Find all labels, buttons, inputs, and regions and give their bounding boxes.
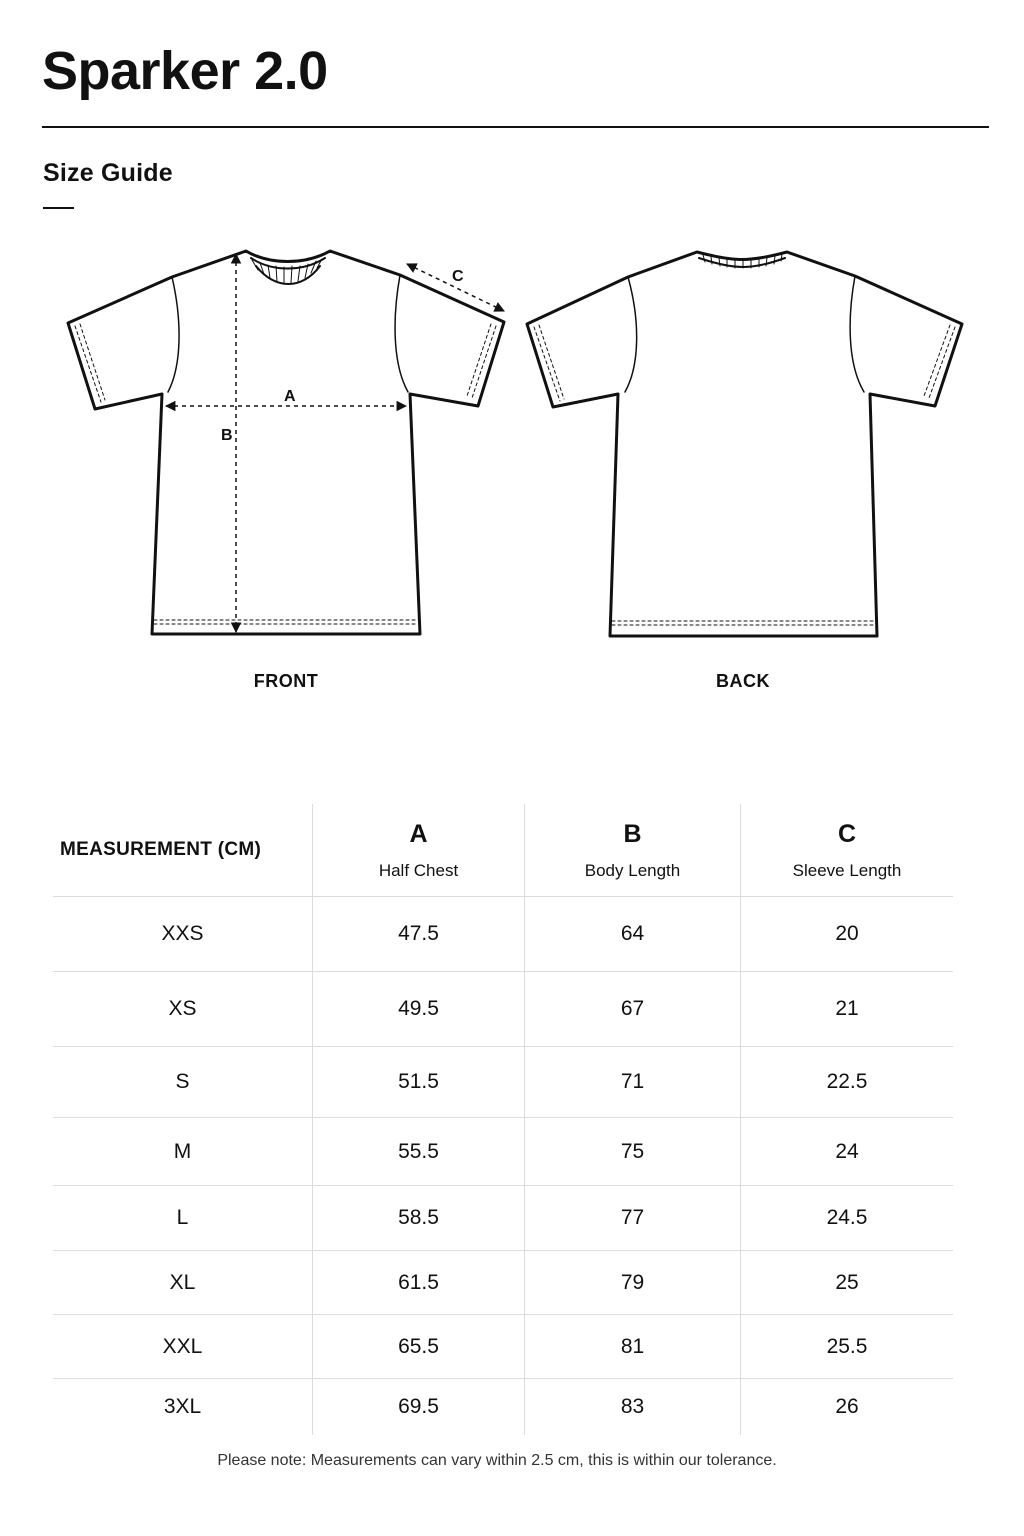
size-label: L [53, 1186, 313, 1251]
body-length-value: 64 [525, 897, 741, 972]
column-letter: A [409, 819, 428, 848]
half-chest-value: 65.5 [313, 1315, 525, 1379]
column-name: Sleeve Length [792, 860, 902, 880]
body-length-value: 75 [525, 1118, 741, 1186]
column-name: Body Length [584, 860, 681, 880]
table-row [53, 1186, 953, 1251]
body-length-value: 79 [525, 1251, 741, 1315]
size-label: S [53, 1047, 313, 1118]
column-letter: B [623, 819, 642, 848]
page-title: Sparker 2.0 [42, 41, 328, 101]
column-header-c [741, 804, 954, 897]
sleeve-length-value: 24 [741, 1118, 954, 1186]
table-row [53, 1379, 953, 1435]
sleeve-length-value: 21 [741, 972, 954, 1047]
half-chest-value: 49.5 [313, 972, 525, 1047]
half-chest-value: 69.5 [313, 1379, 525, 1435]
body-length-value: 67 [525, 972, 741, 1047]
size-label: M [53, 1118, 313, 1186]
body-length-value: 71 [525, 1047, 741, 1118]
size-table [53, 804, 953, 1435]
table-row [53, 897, 953, 972]
table-row [53, 1251, 953, 1315]
back-label: BACK [716, 671, 770, 691]
size-label: XS [53, 972, 313, 1047]
size-label: XXL [53, 1315, 313, 1379]
body-length-value: 81 [525, 1315, 741, 1379]
title-divider [42, 126, 989, 128]
column-name: Half Chest [378, 860, 459, 880]
sleeve-length-value: 25 [741, 1251, 954, 1315]
front-tshirt-outline [68, 251, 504, 634]
body-length-value: 83 [525, 1379, 741, 1435]
back-tshirt [527, 252, 962, 636]
sleeve-length-value: 24.5 [741, 1186, 954, 1251]
column-header-b [525, 804, 741, 897]
front-tshirt [68, 251, 504, 634]
table-header-row [53, 804, 953, 897]
half-chest-value: 55.5 [313, 1118, 525, 1186]
table-row [53, 972, 953, 1047]
column-letter: C [837, 819, 857, 848]
sleeve-length-value: 25.5 [741, 1315, 954, 1379]
size-label: XL [53, 1251, 313, 1315]
half-chest-value: 51.5 [313, 1047, 525, 1118]
sleeve-length-value: 26 [741, 1379, 954, 1435]
measurement-header: MEASUREMENT (CM) [53, 804, 313, 897]
column-header-a [313, 804, 525, 897]
tshirt-diagram [0, 230, 1024, 660]
table-row [53, 1315, 953, 1379]
section-title: Size Guide [43, 159, 173, 187]
marker-c: C [452, 268, 464, 285]
size-label: 3XL [53, 1379, 313, 1435]
body-length-value: 77 [525, 1186, 741, 1251]
table-row [53, 1047, 953, 1118]
sleeve-length-value: 20 [741, 897, 954, 972]
half-chest-value: 58.5 [313, 1186, 525, 1251]
section-underline [43, 207, 74, 209]
tolerance-note: Please note: Measurements can vary within 2.5 cm, this is within our tolerance. [217, 1452, 777, 1469]
half-chest-value: 47.5 [313, 897, 525, 972]
half-chest-value: 61.5 [313, 1251, 525, 1315]
sleeve-length-value: 22.5 [741, 1047, 954, 1118]
size-label: XXS [53, 897, 313, 972]
table-row [53, 1118, 953, 1186]
marker-b: B [221, 427, 233, 444]
marker-a: A [284, 388, 296, 405]
back-tshirt-outline [527, 252, 962, 636]
front-label: FRONT [253, 671, 319, 691]
